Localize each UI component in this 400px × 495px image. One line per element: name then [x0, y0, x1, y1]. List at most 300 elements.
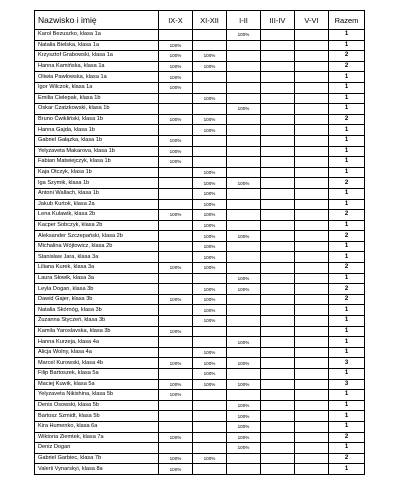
table-row — [35, 231, 365, 242]
cell-iii-iv — [261, 263, 295, 274]
cell-iii-iv — [261, 220, 295, 231]
cell-i-ii — [227, 40, 261, 51]
cell-xi-xii: 100% — [193, 347, 227, 358]
table-row — [35, 30, 365, 41]
cell-name: Deniz Dogan — [35, 443, 159, 454]
cell-i-ii — [227, 125, 261, 136]
cell-ix-x — [159, 199, 193, 210]
cell-xi-xii — [193, 443, 227, 454]
cell-v-vi — [295, 104, 329, 115]
cell-ix-x — [159, 178, 193, 189]
cell-v-vi — [295, 30, 329, 41]
cell-xi-xii: 100% — [193, 114, 227, 125]
cell-i-ii: 100% — [227, 443, 261, 454]
cell-iii-iv — [261, 294, 295, 305]
cell-ix-x: 100% — [159, 326, 193, 337]
cell-v-vi — [295, 231, 329, 242]
cell-xi-xii — [193, 30, 227, 41]
cell-iii-iv — [261, 146, 295, 157]
cell-i-ii — [227, 167, 261, 178]
cell-name: Gabriel Garbiec, klasa 7b — [35, 453, 159, 464]
cell-xi-xii — [193, 337, 227, 348]
cell-v-vi — [295, 273, 329, 284]
cell-i-ii: 100% — [227, 273, 261, 284]
cell-name: Oskar Czatzkowski, klasa 1b — [35, 104, 159, 115]
cell-xi-xii: 100% — [193, 305, 227, 316]
cell-name: Natalia Bielska, klasa 1a — [35, 40, 159, 51]
cell-xi-xii: 100% — [193, 241, 227, 252]
cell-ix-x — [159, 241, 193, 252]
table-row — [35, 421, 365, 432]
cell-v-vi — [295, 443, 329, 454]
cell-v-vi — [295, 464, 329, 475]
cell-name: Fabian Matwiejczyk, klasa 1b — [35, 157, 159, 168]
cell-ix-x — [159, 443, 193, 454]
cell-total: 1 — [329, 104, 365, 115]
cell-i-ii — [227, 210, 261, 221]
cell-xi-xii — [193, 326, 227, 337]
cell-ix-x — [159, 252, 193, 263]
table-row — [35, 390, 365, 401]
cell-xi-xii: 100% — [193, 379, 227, 390]
cell-v-vi — [295, 51, 329, 62]
cell-iii-iv — [261, 284, 295, 295]
table-row — [35, 453, 365, 464]
cell-ix-x: 100% — [159, 51, 193, 62]
table-body — [35, 30, 365, 475]
cell-iii-iv — [261, 188, 295, 199]
cell-i-ii — [227, 93, 261, 104]
cell-xi-xii: 100% — [193, 220, 227, 231]
cell-ix-x: 100% — [159, 61, 193, 72]
cell-i-ii — [227, 82, 261, 93]
cell-i-ii — [227, 61, 261, 72]
cell-v-vi — [295, 432, 329, 443]
table-row — [35, 167, 365, 178]
cell-total: 1 — [329, 167, 365, 178]
cell-iii-iv — [261, 157, 295, 168]
table-row — [35, 210, 365, 221]
cell-name: Michalina Wójtowicz, klasa 2b — [35, 241, 159, 252]
cell-i-ii: 100% — [227, 379, 261, 390]
cell-iii-iv — [261, 125, 295, 136]
header-name: Nazwisko i imię — [35, 11, 159, 30]
cell-name: Igor Wilczok, klasa 1a — [35, 82, 159, 93]
table-row — [35, 263, 365, 274]
cell-iii-iv — [261, 400, 295, 411]
cell-xi-xii: 100% — [193, 199, 227, 210]
cell-name: Wiktoria Ziemtek, klasa 7a — [35, 432, 159, 443]
cell-xi-xii — [193, 421, 227, 432]
cell-total: 2 — [329, 231, 365, 242]
cell-ix-x — [159, 337, 193, 348]
cell-total: 1 — [329, 326, 365, 337]
cell-v-vi — [295, 326, 329, 337]
cell-i-ii — [227, 316, 261, 327]
table-row — [35, 305, 365, 316]
cell-v-vi — [295, 294, 329, 305]
cell-xi-xii: 100% — [193, 252, 227, 263]
cell-xi-xii — [193, 390, 227, 401]
cell-iii-iv — [261, 199, 295, 210]
header-row — [35, 11, 365, 30]
cell-iii-iv — [261, 241, 295, 252]
cell-ix-x: 100% — [159, 379, 193, 390]
cell-i-ii: 100% — [227, 411, 261, 422]
cell-iii-iv — [261, 326, 295, 337]
cell-xi-xii: 100% — [193, 294, 227, 305]
cell-iii-iv — [261, 358, 295, 369]
cell-iii-iv — [261, 316, 295, 327]
cell-total: 2 — [329, 263, 365, 274]
cell-iii-iv — [261, 72, 295, 83]
cell-v-vi — [295, 167, 329, 178]
cell-ix-x: 100% — [159, 390, 193, 401]
cell-name: Aleksander Szczepański, klasa 2b — [35, 231, 159, 242]
cell-v-vi — [295, 93, 329, 104]
table-row — [35, 400, 365, 411]
cell-i-ii: 100% — [227, 421, 261, 432]
cell-name: Emilia Cielepak, klasa 1b — [35, 93, 159, 104]
cell-ix-x: 100% — [159, 157, 193, 168]
cell-name: Hanna Kurzeja, klasa 4a — [35, 337, 159, 348]
cell-xi-xii: 100% — [193, 167, 227, 178]
cell-i-ii: 100% — [227, 284, 261, 295]
table-row — [35, 178, 365, 189]
cell-ix-x: 100% — [159, 263, 193, 274]
cell-ix-x — [159, 411, 193, 422]
cell-ix-x — [159, 369, 193, 380]
cell-v-vi — [295, 188, 329, 199]
cell-i-ii — [227, 188, 261, 199]
table-row — [35, 379, 365, 390]
cell-total: 1 — [329, 337, 365, 348]
cell-total: 2 — [329, 210, 365, 221]
cell-iii-iv — [261, 82, 295, 93]
cell-i-ii: 100% — [227, 30, 261, 41]
cell-xi-xii: 100% — [193, 125, 227, 136]
cell-total: 1 — [329, 347, 365, 358]
cell-iii-iv — [261, 305, 295, 316]
cell-ix-x — [159, 220, 193, 231]
cell-total: 1 — [329, 411, 365, 422]
table-row — [35, 135, 365, 146]
cell-xi-xii: 100% — [193, 453, 227, 464]
cell-xi-xii — [193, 40, 227, 51]
cell-total: 1 — [329, 199, 365, 210]
cell-iii-iv — [261, 273, 295, 284]
cell-iii-iv — [261, 390, 295, 401]
cell-i-ii — [227, 369, 261, 380]
cell-i-ii — [227, 347, 261, 358]
cell-ix-x — [159, 400, 193, 411]
table-row — [35, 369, 365, 380]
cell-i-ii: 100% — [227, 358, 261, 369]
cell-ix-x: 100% — [159, 453, 193, 464]
cell-v-vi — [295, 411, 329, 422]
cell-total: 2 — [329, 61, 365, 72]
cell-v-vi — [295, 61, 329, 72]
cell-v-vi — [295, 337, 329, 348]
cell-total: 3 — [329, 379, 365, 390]
table-row — [35, 188, 365, 199]
cell-total: 1 — [329, 400, 365, 411]
cell-iii-iv — [261, 30, 295, 41]
cell-name: Żuzanna Styczeń, klasa 3b — [35, 316, 159, 327]
cell-v-vi — [295, 241, 329, 252]
cell-xi-xii — [193, 432, 227, 443]
cell-total: 1 — [329, 369, 365, 380]
cell-iii-iv — [261, 443, 295, 454]
cell-ix-x — [159, 347, 193, 358]
cell-total: 1 — [329, 464, 365, 475]
cell-ix-x — [159, 273, 193, 284]
table-row — [35, 104, 365, 115]
cell-iii-iv — [261, 411, 295, 422]
cell-i-ii — [227, 72, 261, 83]
cell-total: 2 — [329, 114, 365, 125]
cell-total: 2 — [329, 432, 365, 443]
cell-ix-x — [159, 421, 193, 432]
cell-v-vi — [295, 263, 329, 274]
cell-ix-x: 100% — [159, 135, 193, 146]
cell-total: 2 — [329, 178, 365, 189]
cell-i-ii — [227, 390, 261, 401]
cell-v-vi — [295, 347, 329, 358]
cell-name: Bartosz Szmidt, klasa 5b — [35, 411, 159, 422]
cell-i-ii — [227, 305, 261, 316]
cell-name: Filip Bartoszek, klasa 5a — [35, 369, 159, 380]
cell-v-vi — [295, 210, 329, 221]
cell-total: 1 — [329, 135, 365, 146]
cell-total: 1 — [329, 40, 365, 51]
cell-ix-x: 100% — [159, 210, 193, 221]
cell-xi-xii: 100% — [193, 316, 227, 327]
cell-xi-xii: 100% — [193, 51, 227, 62]
cell-total: 2 — [329, 284, 365, 295]
cell-xi-xii: 100% — [193, 188, 227, 199]
cell-total: 1 — [329, 273, 365, 284]
cell-name: Hanna Kamińska, klasa 1a — [35, 61, 159, 72]
cell-name: Laura Słowik, klasa 3a — [35, 273, 159, 284]
cell-v-vi — [295, 157, 329, 168]
cell-xi-xii: 100% — [193, 93, 227, 104]
cell-name: Kira Humenko, klasa 6a — [35, 421, 159, 432]
cell-ix-x: 100% — [159, 146, 193, 157]
header-total: Razem — [329, 11, 365, 30]
cell-ix-x: 100% — [159, 40, 193, 51]
cell-ix-x — [159, 284, 193, 295]
cell-v-vi — [295, 125, 329, 136]
cell-iii-iv — [261, 135, 295, 146]
cell-v-vi — [295, 453, 329, 464]
cell-iii-iv — [261, 464, 295, 475]
cell-name: Liliana Kurek, klasa 3a — [35, 263, 159, 274]
table-row — [35, 432, 365, 443]
cell-total: 1 — [329, 390, 365, 401]
cell-iii-iv — [261, 104, 295, 115]
header-ix-x: IX-X — [159, 11, 193, 30]
cell-iii-iv — [261, 252, 295, 263]
cell-name: Karol Bezuszko, klasa 1a — [35, 30, 159, 41]
cell-iii-iv — [261, 421, 295, 432]
table-row — [35, 284, 365, 295]
cell-v-vi — [295, 421, 329, 432]
cell-iii-iv — [261, 337, 295, 348]
table-row — [35, 146, 365, 157]
cell-i-ii: 100% — [227, 432, 261, 443]
cell-total: 2 — [329, 294, 365, 305]
cell-i-ii — [227, 252, 261, 263]
cell-total: 1 — [329, 188, 365, 199]
cell-i-ii: 100% — [227, 178, 261, 189]
cell-iii-iv — [261, 231, 295, 242]
cell-name: Bruno Ćwikliński, klasa 1b — [35, 114, 159, 125]
cell-total: 1 — [329, 305, 365, 316]
cell-name: Hanna Gajda, klasa 1b — [35, 125, 159, 136]
table-row — [35, 316, 365, 327]
cell-name: Kamila Yaroslavska, klasa 3b — [35, 326, 159, 337]
cell-xi-xii: 100% — [193, 178, 227, 189]
cell-xi-xii: 100% — [193, 210, 227, 221]
cell-xi-xii — [193, 72, 227, 83]
cell-name: Lena Kulawik, klasa 2b — [35, 210, 159, 221]
cell-xi-xii: 100% — [193, 358, 227, 369]
cell-iii-iv — [261, 379, 295, 390]
cell-iii-iv — [261, 40, 295, 51]
cell-v-vi — [295, 146, 329, 157]
cell-ix-x: 100% — [159, 82, 193, 93]
attendance-table — [34, 10, 365, 475]
cell-i-ii — [227, 294, 261, 305]
cell-xi-xii — [193, 146, 227, 157]
cell-i-ii — [227, 199, 261, 210]
cell-iii-iv — [261, 453, 295, 464]
cell-v-vi — [295, 72, 329, 83]
cell-total: 1 — [329, 93, 365, 104]
cell-xi-xii: 100% — [193, 231, 227, 242]
cell-i-ii: 100% — [227, 337, 261, 348]
cell-name: Leyla Dogan, klasa 3b — [35, 284, 159, 295]
cell-total: 1 — [329, 252, 365, 263]
cell-name: Iga Szymik, klasa 1b — [35, 178, 159, 189]
table-row — [35, 326, 365, 337]
cell-xi-xii — [193, 400, 227, 411]
table-row — [35, 157, 365, 168]
cell-xi-xii: 100% — [193, 263, 227, 274]
cell-v-vi — [295, 178, 329, 189]
cell-ix-x — [159, 231, 193, 242]
cell-iii-iv — [261, 93, 295, 104]
cell-name: Oliwia Pawłowska, klasa 1a — [35, 72, 159, 83]
table-row — [35, 273, 365, 284]
cell-name: Jakub Kurtok, klasa 2a — [35, 199, 159, 210]
cell-xi-xii — [193, 411, 227, 422]
cell-i-ii — [227, 114, 261, 125]
cell-v-vi — [295, 40, 329, 51]
cell-v-vi — [295, 369, 329, 380]
cell-v-vi — [295, 82, 329, 93]
cell-i-ii: 100% — [227, 400, 261, 411]
cell-ix-x — [159, 30, 193, 41]
cell-total: 1 — [329, 82, 365, 93]
cell-name: Valerii Vynarskyi, klasa 8a — [35, 464, 159, 475]
cell-total: 1 — [329, 125, 365, 136]
cell-xi-xii — [193, 82, 227, 93]
table-row — [35, 93, 365, 104]
cell-i-ii: 100% — [227, 104, 261, 115]
table-row — [35, 114, 365, 125]
cell-v-vi — [295, 199, 329, 210]
cell-name: Denis Osowski, klasa 5b — [35, 400, 159, 411]
cell-iii-iv — [261, 51, 295, 62]
cell-iii-iv — [261, 210, 295, 221]
cell-xi-xii: 100% — [193, 61, 227, 72]
cell-total: 1 — [329, 220, 365, 231]
cell-i-ii: 100% — [227, 231, 261, 242]
cell-total: 1 — [329, 30, 365, 41]
cell-name: Marcel Kurowski, klasa 4b — [35, 358, 159, 369]
cell-name: Yelyzaveta Makarova, klasa 1b — [35, 146, 159, 157]
header-xi-xii: XI-XII — [193, 11, 227, 30]
cell-xi-xii: 100% — [193, 284, 227, 295]
cell-total: 1 — [329, 421, 365, 432]
table-row — [35, 252, 365, 263]
cell-name: Yelyzaveta Nikishina, klasa 5b — [35, 390, 159, 401]
cell-total: 1 — [329, 157, 365, 168]
cell-ix-x: 100% — [159, 432, 193, 443]
cell-v-vi — [295, 379, 329, 390]
cell-ix-x: 100% — [159, 114, 193, 125]
cell-name: Dawid Gajer, klasa 3b — [35, 294, 159, 305]
table-row — [35, 347, 365, 358]
cell-v-vi — [295, 390, 329, 401]
cell-name: Kaja Otczyk, klasa 1b — [35, 167, 159, 178]
cell-name: Antoni Wallach, klasa 1b — [35, 188, 159, 199]
cell-total: 2 — [329, 453, 365, 464]
header-v-vi: V-VI — [295, 11, 329, 30]
cell-name: Gabriel Gałązka, klasa 1b — [35, 135, 159, 146]
table-row — [35, 464, 365, 475]
cell-total: 1 — [329, 443, 365, 454]
cell-total: 3 — [329, 358, 365, 369]
table-row — [35, 358, 365, 369]
cell-i-ii — [227, 51, 261, 62]
cell-v-vi — [295, 316, 329, 327]
cell-i-ii — [227, 220, 261, 231]
cell-v-vi — [295, 358, 329, 369]
cell-ix-x — [159, 167, 193, 178]
cell-iii-iv — [261, 61, 295, 72]
table-row — [35, 443, 365, 454]
table-row — [35, 40, 365, 51]
cell-iii-iv — [261, 114, 295, 125]
cell-xi-xii — [193, 104, 227, 115]
cell-i-ii — [227, 464, 261, 475]
cell-iii-iv — [261, 347, 295, 358]
cell-total: 1 — [329, 72, 365, 83]
cell-total: 2 — [329, 51, 365, 62]
cell-i-ii — [227, 453, 261, 464]
cell-iii-iv — [261, 178, 295, 189]
cell-ix-x: 100% — [159, 72, 193, 83]
cell-ix-x: 100% — [159, 294, 193, 305]
cell-ix-x — [159, 125, 193, 136]
table-row — [35, 294, 365, 305]
cell-i-ii — [227, 146, 261, 157]
cell-v-vi — [295, 305, 329, 316]
cell-iii-iv — [261, 432, 295, 443]
